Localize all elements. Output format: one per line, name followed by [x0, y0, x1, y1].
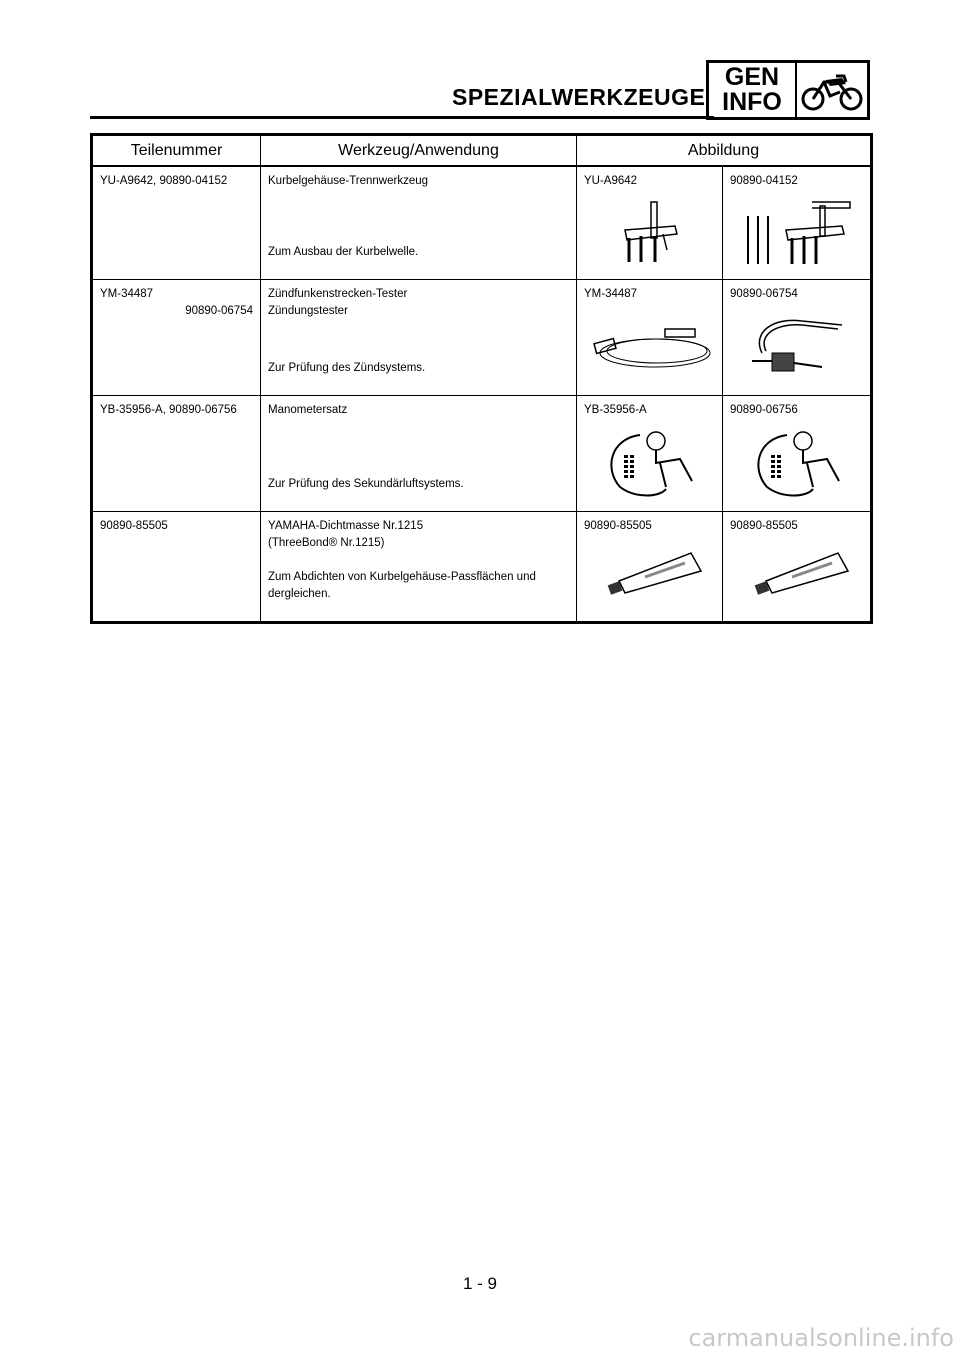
figure-label: 90890-06756 — [730, 404, 798, 416]
tool-name: YAMAHA-Dichtmasse Nr.1215 — [268, 520, 424, 532]
table-header-row — [92, 135, 872, 167]
table-row — [92, 166, 872, 280]
table-row — [92, 280, 872, 396]
part-number: YM-34487 — [100, 288, 154, 300]
part-number: YU-A9642, 90890-04152 — [92, 166, 261, 280]
header-tool-usage: Werkzeug/Anwendung — [261, 135, 577, 167]
tool-name: Kurbelgehäuse-Trennwerkzeug — [268, 175, 429, 187]
tool-usage: Zur Prüfung des Zündsystems. — [268, 362, 426, 374]
section-badge — [706, 60, 870, 120]
motorcycle-icon — [797, 63, 867, 117]
tool-name: Zündfunkenstrecken-Tester — [268, 288, 408, 300]
figure-label: 90890-04152 — [730, 175, 798, 187]
figure-label: YM-34487 — [584, 288, 638, 300]
tool-name-alt: Zündungstester — [268, 305, 348, 317]
part-number: YB-35956-A, 90890-06756 — [92, 396, 261, 512]
table-row — [92, 396, 872, 512]
tool-name: Manometersatz — [268, 404, 348, 416]
special-tools-table — [90, 133, 873, 624]
header-illustration: Abbildung — [577, 135, 872, 167]
page-title: SPEZIALWERKZEUGE — [452, 84, 706, 110]
header-rule — [90, 116, 714, 119]
figure-label: 90890-85505 — [730, 520, 798, 532]
ignition-tester-icon — [585, 313, 715, 377]
watermark: carmanualsonline.info — [688, 1324, 954, 1352]
pressure-gauge-icon — [600, 429, 700, 499]
tool-usage: Zur Prüfung des Sekundärluftsystems. — [268, 478, 464, 490]
badge-line-1: GEN — [724, 63, 780, 91]
crankcase-separator-icon — [742, 200, 852, 270]
figure-label: YB-35956-A — [584, 404, 647, 416]
figure-label: YU-A9642 — [584, 175, 638, 187]
pressure-gauge-icon — [747, 429, 847, 499]
part-number: 90890-85505 — [92, 512, 261, 623]
table-row — [92, 512, 872, 623]
tool-usage: Zum Ausbau der Kurbelwelle. — [268, 246, 419, 258]
sealant-tube-icon — [595, 545, 705, 601]
crankcase-separator-icon — [615, 200, 685, 270]
badge-line-2: INFO — [722, 88, 782, 116]
tool-name-alt: (ThreeBond® Nr.1215) — [268, 537, 385, 549]
tool-usage: Zum Abdichten von Kurbelgehäuse-Passflächen und dergleichen. — [268, 571, 536, 600]
figure-label: 90890-85505 — [584, 520, 652, 532]
figure-label: 90890-06754 — [730, 288, 798, 300]
part-number-alt: 90890-06754 — [185, 305, 253, 317]
header-part-number: Teilenummer — [92, 135, 261, 167]
ignition-tester-icon — [742, 313, 852, 383]
sealant-tube-icon — [742, 545, 852, 601]
page-number: 1 - 9 — [462, 1274, 498, 1293]
